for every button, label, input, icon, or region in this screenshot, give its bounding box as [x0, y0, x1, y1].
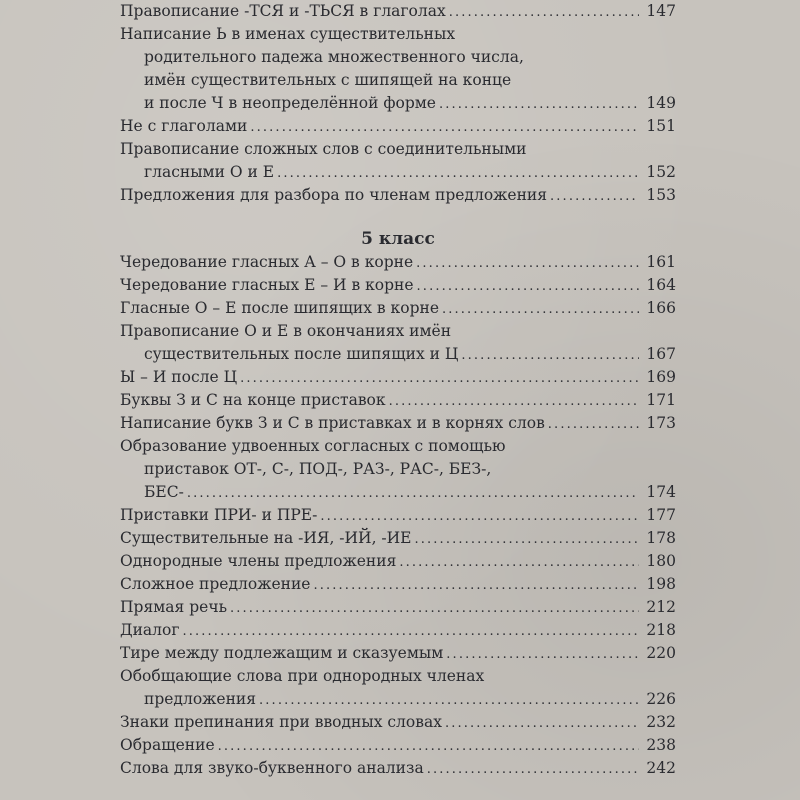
dot-leader: [182, 619, 639, 643]
toc-entry-line: [120, 688, 676, 711]
toc-page-number: 178: [646, 529, 676, 547]
dot-leader: [313, 573, 639, 597]
toc-page-number: 238: [646, 736, 676, 754]
toc-entry-line: [120, 297, 676, 320]
toc-entry: [120, 504, 676, 527]
dot-leader: [218, 734, 639, 758]
toc-entry-text: Знаки препинания при вводных словах: [120, 713, 442, 731]
toc-page-number: 226: [646, 690, 676, 708]
toc-page-number: 177: [646, 506, 676, 524]
toc-entry: [120, 366, 676, 389]
toc-entry-text: Чередование гласных Е – И в корне: [120, 276, 414, 294]
toc-entry-text: БЕС-: [144, 483, 184, 501]
dot-leader: [259, 688, 639, 712]
toc-page-number: 198: [646, 575, 676, 593]
toc-entry: [120, 251, 676, 274]
toc-page-number: 161: [646, 253, 676, 271]
toc-page-number: 167: [646, 345, 676, 363]
toc-entry-line: [120, 320, 676, 343]
toc-entry-line: [120, 366, 676, 389]
toc-entry: [120, 734, 676, 757]
toc-entry-text: Прямая речь: [120, 598, 228, 616]
toc-entry: [120, 665, 676, 711]
dot-leader: [442, 297, 639, 321]
dot-leader: [399, 550, 639, 574]
toc-entry: [120, 550, 676, 573]
toc-entry-text: Написание Ь в именах существительных: [120, 25, 456, 43]
toc-entry: [120, 115, 676, 138]
dot-leader: [187, 481, 639, 505]
toc-page-number: 164: [646, 276, 676, 294]
toc-entry-line: [120, 435, 676, 458]
toc-entry-line: [120, 184, 676, 207]
toc-entry: [120, 274, 676, 297]
toc-entry: [120, 642, 676, 665]
toc-entry: [120, 138, 676, 184]
toc-entry-text: Приставки ПРИ- и ПРЕ-: [120, 506, 318, 524]
toc-entry-text: Обращение: [120, 736, 215, 754]
toc-entry-line: [120, 458, 676, 481]
toc-entry-line: [120, 596, 676, 619]
dot-leader: [445, 711, 639, 735]
toc-entry: [120, 297, 676, 320]
toc-page-number: 174: [646, 483, 676, 501]
toc-entry-line: [120, 412, 676, 435]
toc-entry-line: [120, 46, 676, 69]
toc-entry-text: Правописание -ТСЯ и -ТЬСЯ в глаголах: [120, 2, 446, 20]
toc-entry-text: Написание букв З и С в приставках и в корнях слов: [120, 414, 545, 432]
toc-entry-line: [120, 527, 676, 550]
toc-page-number: 180: [646, 552, 676, 570]
toc-page-number: 242: [646, 759, 676, 777]
toc-entry: [120, 573, 676, 596]
dot-leader: [449, 0, 639, 24]
toc-top-list: [120, 0, 676, 207]
toc-entry: [120, 527, 676, 550]
toc-page-number: 218: [646, 621, 676, 639]
toc-page-number: 212: [646, 598, 676, 616]
toc-entry-line: [120, 161, 676, 184]
dot-leader: [277, 161, 639, 185]
toc-page-number: 151: [646, 117, 676, 135]
toc-entry-line: [120, 619, 676, 642]
toc-entry: [120, 389, 676, 412]
table-of-contents: [120, 0, 676, 780]
toc-entry-text: предложения: [144, 690, 257, 708]
dot-leader: [415, 527, 640, 551]
dot-leader: [240, 366, 639, 390]
toc-entry: [120, 412, 676, 435]
toc-entry-text: Предложения для разбора по членам предложения: [120, 186, 548, 204]
toc-entry-line: [120, 69, 676, 92]
dot-leader: [416, 251, 639, 275]
toc-entry-text: Чередование гласных А – О в корне: [120, 253, 414, 271]
toc-page-number: 147: [646, 2, 676, 20]
toc-entry-line: [120, 481, 676, 504]
toc-entry-line: [120, 251, 676, 274]
toc-entry: [120, 757, 676, 780]
toc-entry-text: Тире между подлежащим и сказуемым: [120, 644, 444, 662]
toc-page-number: 169: [646, 368, 676, 386]
toc-entry-line: [120, 92, 676, 115]
toc-entry-text: Диалог: [120, 621, 180, 639]
toc-entry-line: [120, 734, 676, 757]
toc-entry: [120, 320, 676, 366]
toc-entry-line: [120, 757, 676, 780]
toc-entry-line: [120, 550, 676, 573]
toc-entry-line: [120, 115, 676, 138]
toc-page-number: 171: [646, 391, 676, 409]
toc-section-list: [120, 251, 676, 780]
toc-entry-text: родительного падежа множественного числа,: [144, 48, 524, 66]
toc-entry-line: [120, 0, 676, 23]
toc-entry-line: [120, 665, 676, 688]
toc-entry-text: существительных после шипящих и Ц: [144, 345, 459, 363]
toc-entry-line: [120, 711, 676, 734]
toc-entry-text: Правописание сложных слов с соединительными: [120, 140, 527, 158]
toc-entry-text: Однородные члены предложения: [120, 552, 397, 570]
dot-leader: [461, 343, 639, 367]
toc-entry: [120, 435, 676, 504]
toc-entry-line: [120, 274, 676, 297]
toc-entry-line: [120, 138, 676, 161]
toc-entry-text: гласными О и Е: [144, 163, 275, 181]
toc-page-number: 149: [646, 94, 676, 112]
dot-leader: [548, 412, 639, 436]
toc-page-number: 153: [646, 186, 676, 204]
dot-leader: [389, 389, 639, 413]
toc-entry: [120, 23, 676, 115]
toc-entry-text: Существительные на -ИЯ, -ИЙ, -ИЕ: [120, 529, 412, 547]
dot-leader: [427, 757, 639, 781]
toc-entry-text: Сложное предложение: [120, 575, 311, 593]
toc-page-number: 232: [646, 713, 676, 731]
section-heading: 5 класс: [361, 229, 435, 249]
toc-entry-text: имён существительных с шипящей на конце: [144, 71, 512, 89]
dot-leader: [446, 642, 639, 666]
toc-entry: [120, 0, 676, 23]
toc-entry-text: Обобщающие слова при однородных членах: [120, 667, 485, 685]
dot-leader: [230, 596, 639, 620]
toc-entry-text: Образование удвоенных согласных с помощью: [120, 437, 506, 455]
toc-entry-line: [120, 389, 676, 412]
toc-page-number: 152: [646, 163, 676, 181]
toc-entry: [120, 711, 676, 734]
toc-page-number: 173: [646, 414, 676, 432]
toc-entry: [120, 596, 676, 619]
toc-entry-text: Гласные О – Е после шипящих в корне: [120, 299, 439, 317]
toc-entry-line: [120, 23, 676, 46]
toc-page-number: 220: [646, 644, 676, 662]
toc-entry-line: [120, 504, 676, 527]
dot-leader: [417, 274, 639, 298]
toc-entry-text: Слова для звуко-буквенного анализа: [120, 759, 424, 777]
toc-page-number: 166: [646, 299, 676, 317]
toc-entry-line: [120, 343, 676, 366]
toc-entry: [120, 184, 676, 207]
dot-leader: [550, 184, 639, 208]
dot-leader: [320, 504, 639, 528]
toc-entry-text: Правописание О и Е в окончаниях имён: [120, 322, 452, 340]
toc-entry-text: Не с глаголами: [120, 117, 248, 135]
toc-entry: [120, 619, 676, 642]
dot-leader: [439, 92, 639, 116]
toc-entry-text: и после Ч в неопределённой форме: [144, 94, 436, 112]
toc-entry-line: [120, 642, 676, 665]
toc-entry-text: Ы – И после Ц: [120, 368, 238, 386]
toc-entry-line: [120, 573, 676, 596]
toc-entry-text: Буквы З и С на конце приставок: [120, 391, 386, 409]
dot-leader: [250, 115, 639, 139]
toc-entry-text: приставок ОТ-, С-, ПОД-, РАЗ-, РАС-, БЕЗ-,: [144, 460, 492, 478]
